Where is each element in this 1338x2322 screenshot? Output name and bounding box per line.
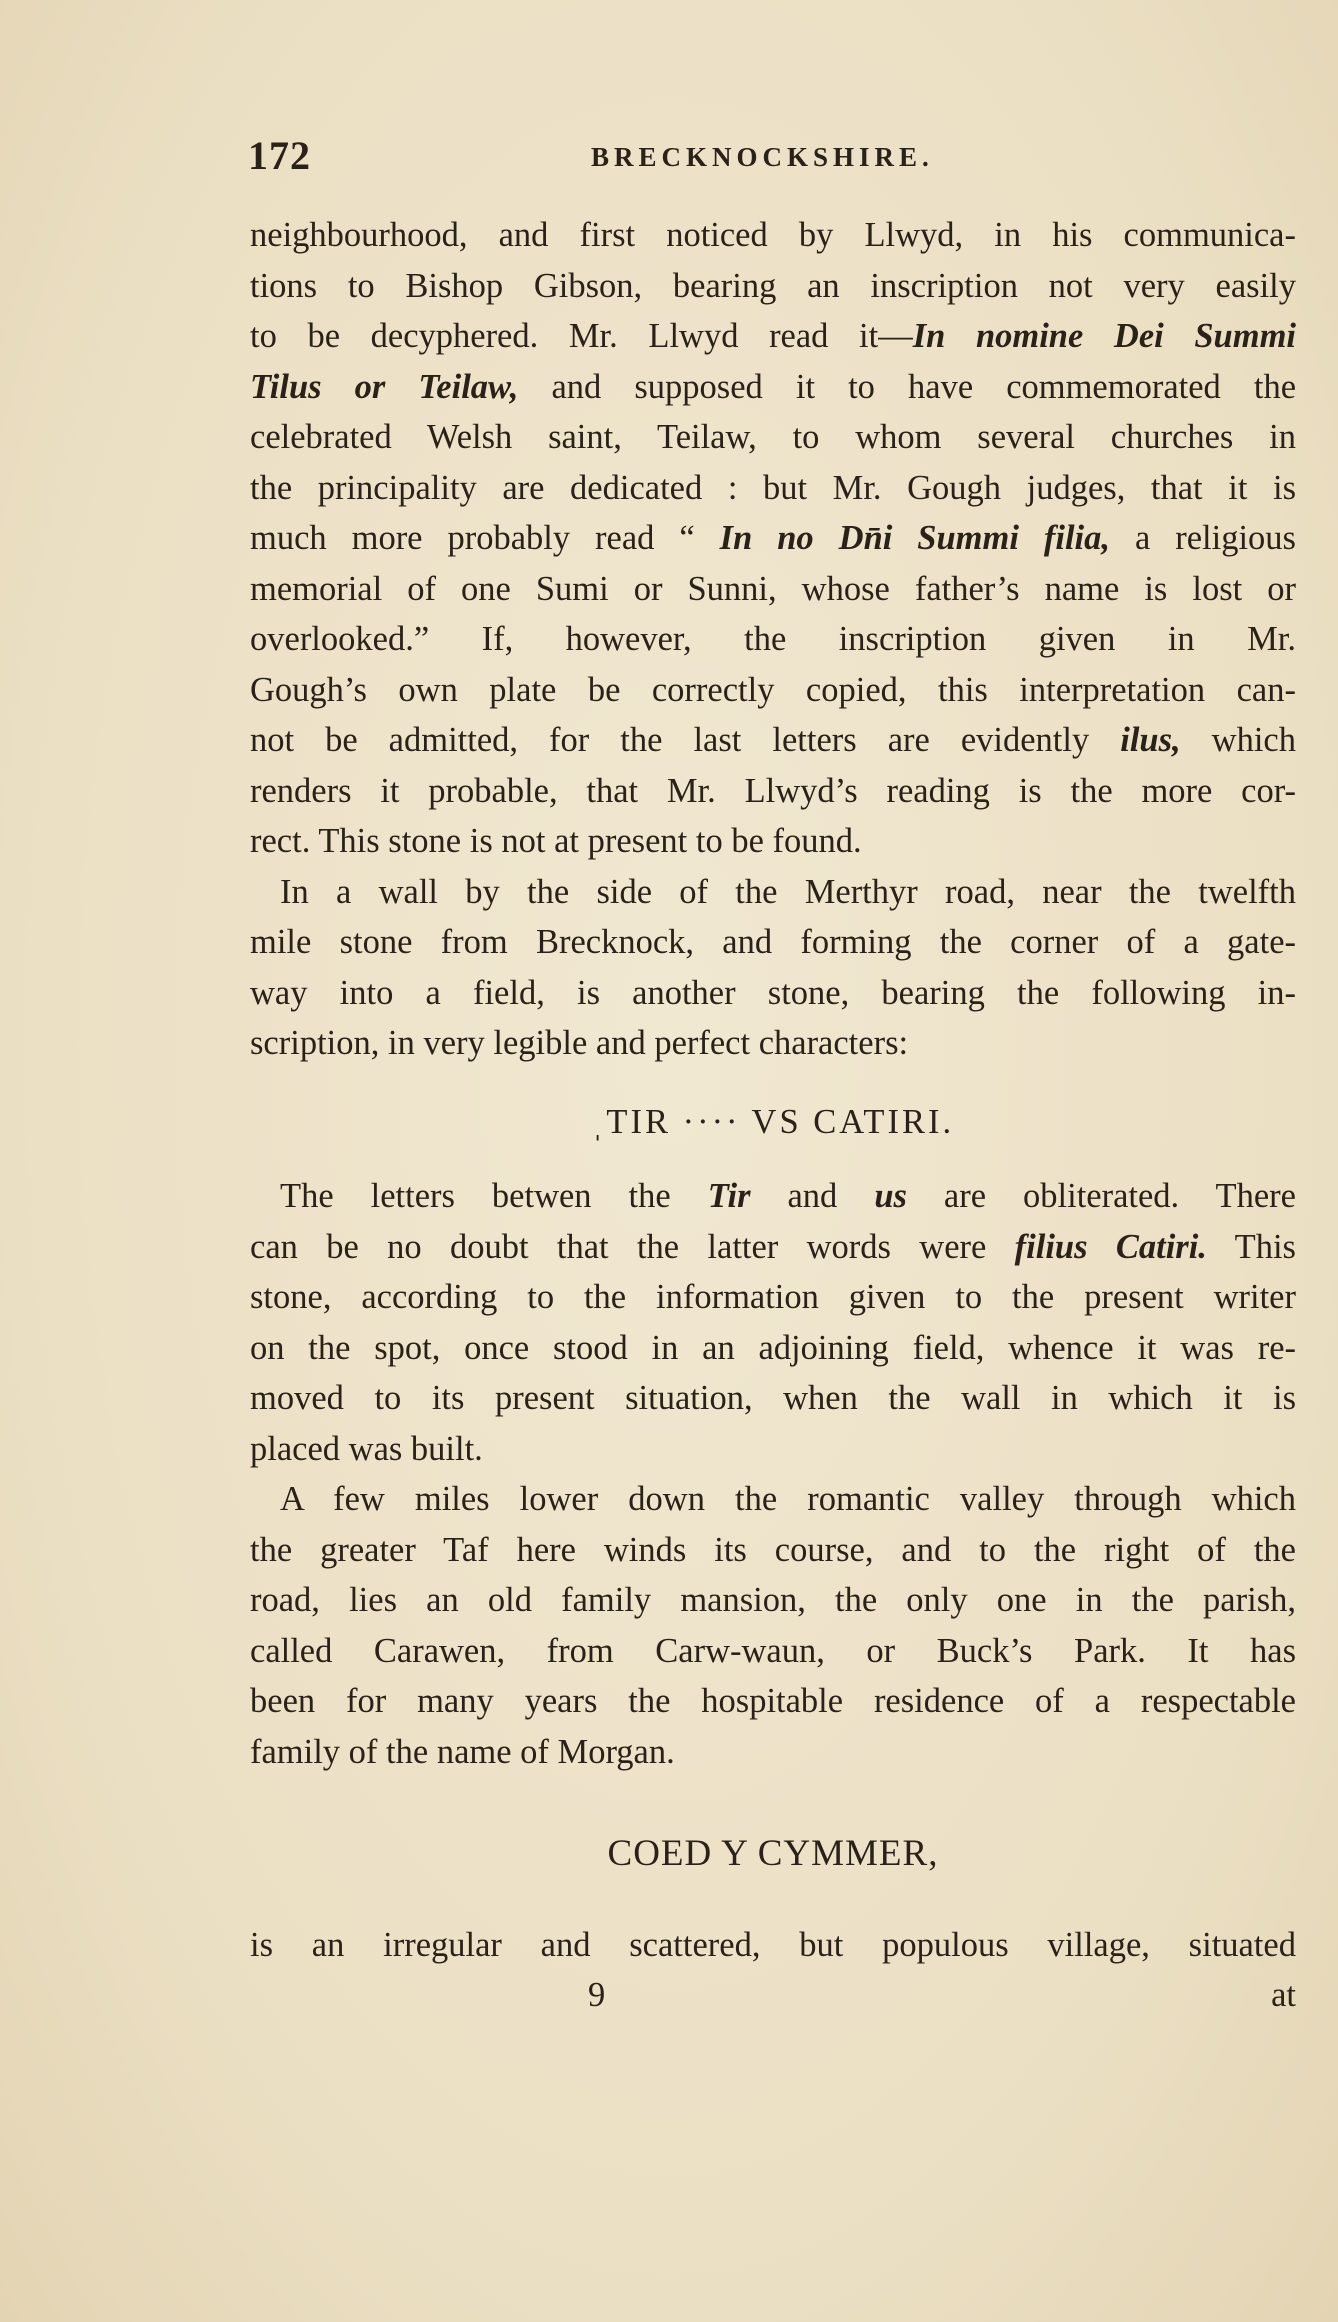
- page-header: [248, 132, 1294, 180]
- text-line: rect. This stone is not at present to be found.: [250, 822, 862, 860]
- text-line: called Carawen, from Carw-waun, or Buck’s Park. It has: [250, 1631, 1296, 1670]
- paragraph-coed-y-cymmer: [250, 1920, 1296, 1971]
- text-line: moved to its present situation, when the wall in which it is: [250, 1379, 1296, 1417]
- text-line: can be no doubt that the latter words were filius Catiri. This: [250, 1227, 1296, 1266]
- body-text: [250, 210, 1296, 2020]
- text-line: renders it probable, that Mr. Llwyd’s reading is the more cor-: [250, 771, 1296, 810]
- text-line: placed was built.: [250, 1429, 483, 1468]
- section-heading: COED Y CYMMER,: [607, 1833, 939, 1874]
- stone-inscription: ˌTIR ···· VS CATIRI.: [591, 1102, 955, 1141]
- italic-latin: In nomine Dei Summi: [912, 317, 1296, 355]
- text-line: is an irregular and scattered, but populous village, situated: [250, 1925, 1296, 1964]
- text-line: road, lies an old family mansion, the only one in the parish,: [250, 1581, 1296, 1619]
- text-line: stone, according to the information given to the present writer: [250, 1278, 1296, 1316]
- italic-latin: Tilus or Teilaw,: [250, 367, 519, 406]
- page-number: 172: [248, 133, 311, 178]
- text-line: mile stone from Brecknock, and forming the corner of a gate-: [250, 923, 1296, 961]
- text-line: celebrated Welsh saint, Teilaw, to whom several churches in: [250, 418, 1296, 456]
- text-line: A few miles lower down the romantic valley through which: [280, 1480, 1296, 1518]
- signature-mark: 9: [588, 1976, 606, 2014]
- paragraph-merthyr-road: [250, 867, 1296, 1069]
- text-line: not be admitted, for the last letters are evidently ilus, which: [250, 721, 1296, 759]
- page-footer: [250, 1970, 1296, 2020]
- text-line: The letters betwen the Tir and us are obliterated. There: [280, 1177, 1296, 1215]
- italic-latin: filius Catiri.: [1014, 1227, 1207, 1266]
- catchword: at: [1271, 1976, 1296, 2014]
- text-line: on the spot, once stood in an adjoining field, whence it was re-: [250, 1328, 1296, 1367]
- paragraph-carawen: [250, 1474, 1296, 1777]
- text-line: Gough’s own plate be correctly copied, this interpretation can-: [250, 670, 1296, 709]
- text-line: memorial of one Sumi or Sunni, whose father’s name is lost or: [250, 569, 1296, 608]
- paragraph-continuation: [250, 210, 1296, 867]
- running-title: BRECKNOCKSHIRE.: [591, 142, 934, 172]
- italic-latin: In no Dn̄i Summi filia,: [719, 519, 1111, 557]
- text-line: tions to Bishop Gibson, bearing an inscription not very easily: [250, 266, 1296, 305]
- text-line: been for many years the hospitable residence of a respectable: [250, 1682, 1296, 1720]
- text-line: scription, in very legible and perfect characters:: [250, 1024, 909, 1062]
- text-line: family of the name of Morgan.: [250, 1732, 675, 1771]
- text-line: much more probably read “ In no Dn̄i Summi filia, a religious: [250, 519, 1296, 557]
- text-line: neighbourhood, and first noticed by Llwyd, in his communica-: [250, 216, 1296, 254]
- text-line: the principality are dedicated : but Mr. Gough judges, that it is: [250, 468, 1296, 507]
- paragraph-obliterated-letters: [250, 1171, 1296, 1474]
- text-line: the greater Taf here winds its course, and to the right of the: [250, 1530, 1296, 1569]
- text-line: overlooked.” If, however, the inscription given in Mr.: [250, 620, 1296, 658]
- text-line: to be decyphered. Mr. Llwyd read it—In nomine Dei Summi: [250, 317, 1296, 355]
- text-line: Tilus or Teilaw, and supposed it to have commemorated the: [250, 367, 1297, 406]
- text-line: In a wall by the side of the Merthyr road, near the twelfth: [280, 872, 1296, 911]
- italic-latin: ilus,: [1120, 721, 1181, 759]
- text-line: way into a field, is another stone, bearing the following in-: [250, 973, 1296, 1012]
